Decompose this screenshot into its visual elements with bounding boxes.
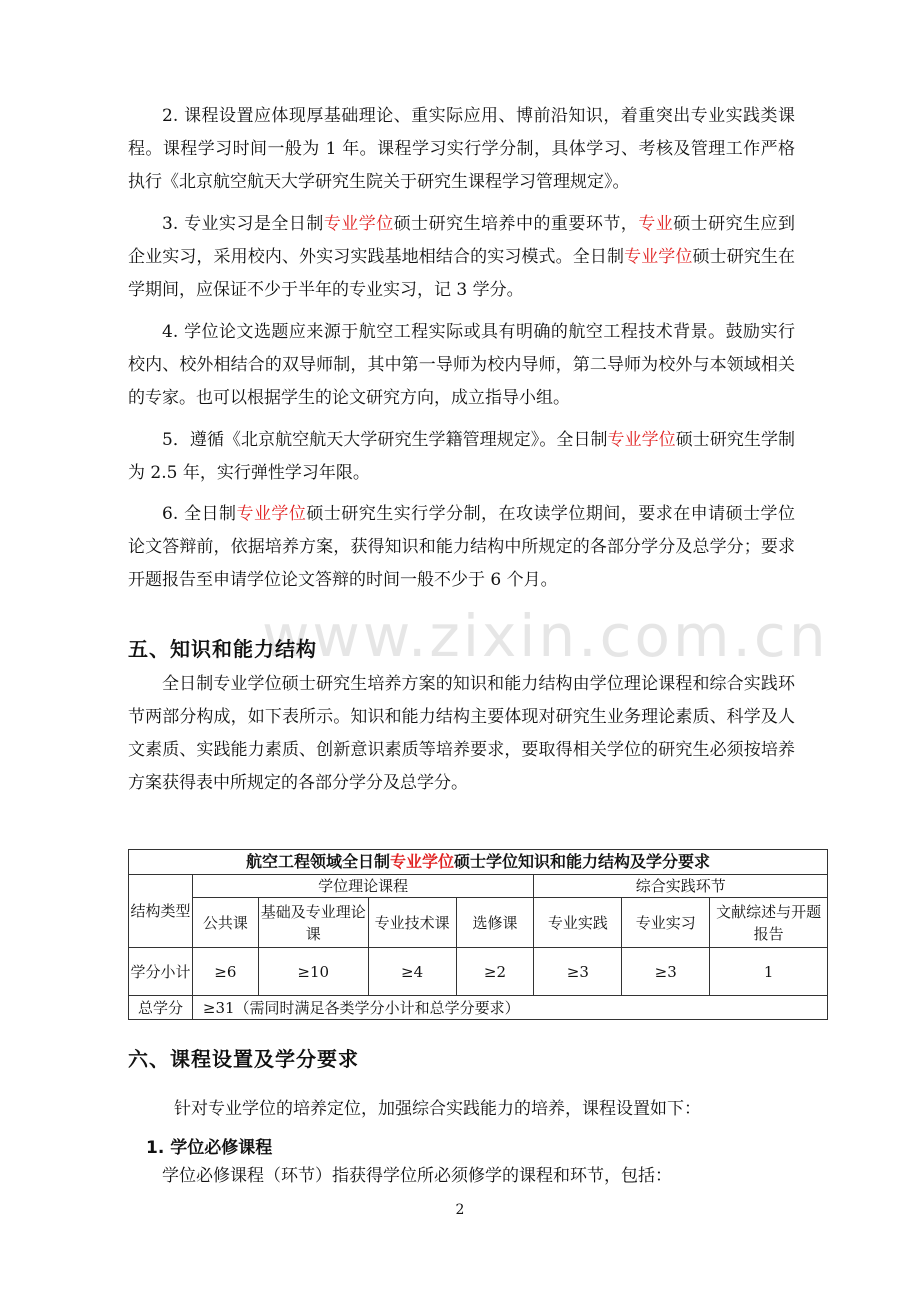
subsection-1-heading: 1. 学位必修课程 [146,1138,273,1158]
section-6-heading: 六、课程设置及学分要求 [128,1047,359,1071]
paragraph-5: 5．遵循《北京航空航天大学研究生学籍管理规定》。全日制专业学位硕士研究生学制为 2.5 年，实行弹性学习年限。 [128,430,796,483]
highlight-professional: 专业 [638,214,674,234]
paragraph-3: 3. 专业实习是全日制专业学位硕士研究生培养中的重要环节，专业硕士研究生应到企业实习，采用校内、外实习实践基地相结合的实习模式。全日制专业学位硕士研究生在学期间，应保证不少于半年的专业实习，记 3 学分。 [128,214,796,300]
paragraph-4: 4. 学位论文选题应来源于航空工程实际或具有明确的航空工程技术背景。鼓励实行校内、校外相结合的双导师制，其中第一导师为校内导师，第二导师为校外与本领域相关的专家。也可以根据学生的论文研究方向，成立指导小组。 [128,322,795,408]
col-header: 基础及专业理论课 [258,898,368,948]
col-header: 公共课 [192,898,258,948]
subtotal-cell: ≥3 [622,948,710,996]
practice-header: 综合实践环节 [534,875,828,898]
col-header: 专业实践 [534,898,622,948]
watermark: www.zixin.com.cn [262,602,829,670]
credit-requirements-table [128,849,828,1020]
subtotal-cell: ≥3 [534,948,622,996]
subtotal-label: 学分小计 [129,948,193,996]
highlight-professional-degree: 专业学位 [323,214,394,234]
total-value: ≥31（需同时满足各类学分小计和总学分要求） [192,996,827,1020]
theory-courses-header: 学位理论课程 [192,875,534,898]
highlight-professional-degree: 专业学位 [607,430,676,450]
section-5-heading: 五、知识和能力结构 [128,637,317,661]
subtotal-cell: ≥2 [456,948,534,996]
col-header: 选修课 [456,898,534,948]
col-header: 专业技术课 [368,898,456,948]
paragraph-2: 2. 课程设置应体现厚基础理论、重实际应用、博前沿知识，着重突出专业实践类课程。课程学习时间一般为 1 年。课程学习实行学分制，具体学习、考核及管理工作严格执行《北京航空航天大学研究生院关于研究生课程学习管理规定》。 [128,106,795,192]
col-header: 专业实习 [622,898,710,948]
highlight-professional-degree: 专业学位 [236,504,307,524]
structure-type-header: 结构类型 [129,875,193,948]
subtotal-cell: 1 [710,948,828,996]
page-number: 2 [455,1202,465,1218]
subtotal-cell: ≥6 [192,948,258,996]
highlight-professional-degree: 专业学位 [624,247,693,267]
paragraph-6: 6. 全日制专业学位硕士研究生实行学分制，在攻读学位期间，要求在申请硕士学位论文答辩前，依据培养方案，获得知识和能力结构中所规定的各部分学分及总学分；要求开题报告至申请学位论文答辩的时间一般不少于 6 个月。 [128,504,796,590]
subsection-1-body: 学位必修课程（环节）指获得学位所必须修学的课程和环节，包括： [162,1166,672,1186]
table-title: 航空工程领域全日制专业学位硕士学位知识和能力结构及学分要求 [129,850,828,875]
total-label: 总学分 [129,996,193,1020]
subtotal-cell: ≥4 [368,948,456,996]
section-5-body: 全日制专业学位硕士研究生培养方案的知识和能力结构由学位理论课程和综合实践环节两部分构成，如下表所示。知识和能力结构主要体现对研究生业务理论素质、科学及人文素质、实践能力素质、创新意识素质等培养要求，要取得相关学位的研究生必须按培养方案获得表中所规定的各部分学分及总学分。 [128,674,795,793]
col-header: 文献综述与开题报告 [710,898,828,948]
section-6-intro: 针对专业学位的培养定位，加强综合实践能力的培养，课程设置如下： [174,1099,701,1119]
subtotal-cell: ≥10 [258,948,368,996]
